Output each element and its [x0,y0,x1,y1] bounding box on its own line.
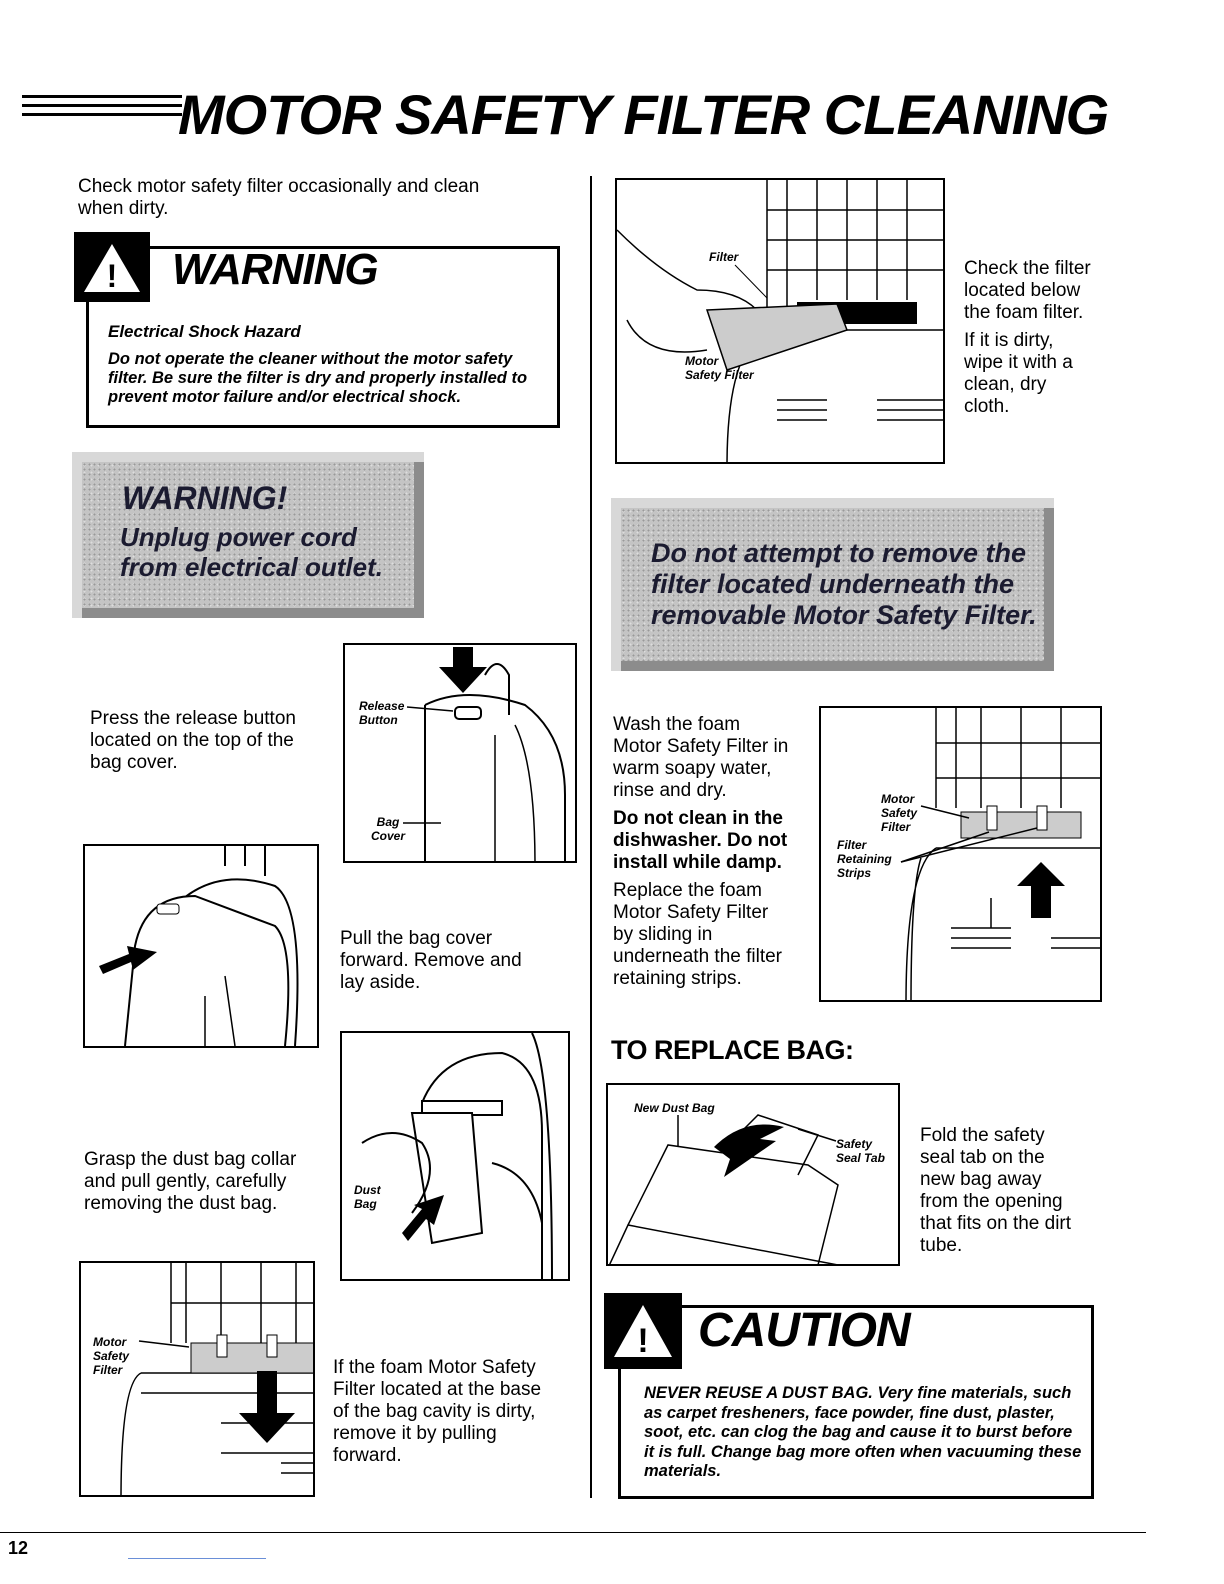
wash-line: retaining strips. [613,968,742,989]
remove-dust-bag-figure [340,1031,570,1281]
motor-safety-filter-label-3 [881,792,917,834]
step1-line: located on the top of the [90,730,294,751]
warning-heading: WARNING [172,245,378,294]
step4-line: Filter located at the base [333,1379,542,1400]
wash-line: Replace the foam [613,880,762,901]
wash-line: by sliding in [613,924,713,945]
title-rule-lines [22,95,182,131]
plaque-line: removable Motor Safety Filter. [651,600,1037,630]
label-line: Safety [881,806,918,820]
replace-bag-heading: TO REPLACE BAG: [611,1035,854,1065]
wash-bold-line: install while damp. [613,852,782,873]
step2-line: Pull the bag cover [340,928,493,949]
label-line: Strips [837,866,872,880]
filter-wipe-figure [615,178,945,464]
label-line: Safety [93,1349,130,1363]
fold-line: tube. [920,1235,963,1256]
step3-text [84,1149,296,1215]
label-line: Cover [371,829,406,843]
step4-line: If the foam Motor Safety [333,1357,536,1378]
check-line: cloth. [964,396,1010,417]
label-line: Bag [376,815,400,829]
fold-line: that fits on the dirt [920,1213,1072,1234]
motor-safety-filter-figure [79,1261,315,1497]
do-not-remove-plaque [611,498,1054,671]
label-line: Filter [93,1363,123,1377]
check-line: If it is dirty, [964,330,1054,351]
svg-text:!: ! [637,1322,649,1360]
release-button-figure [343,643,577,863]
plaque-line-3: from electrical outlet. [120,552,383,582]
do-not-remove-text [651,538,1037,631]
plaque-line-1: WARNING! [122,480,288,516]
bag-cover-label [371,815,405,843]
label-line: Filter [837,838,867,852]
wash-line: rinse and dry. [613,780,727,801]
label-line: Motor [93,1335,127,1349]
step4-line: of the bag cavity is dirty, [333,1401,536,1422]
unplug-warning-plaque [72,452,424,618]
warning-body: Do not operate the cleaner without the motor safety filter. Be sure the filter is dry and properly installed to prevent motor failure and/or electrical shock. [108,350,528,406]
new-dust-bag-label: New Dust Bag [634,1101,715,1115]
page-title: MOTOR SAFETY FILTER CLEANING [178,83,1109,146]
step1-text [90,708,296,774]
check-line: Check the filter [964,258,1091,279]
replace-filter-figure [819,706,1102,1002]
step3-line: and pull gently, carefully [84,1171,287,1192]
check-filter-text [964,258,1091,418]
plaque-line-2: Unplug power cord [120,522,357,552]
caution-body: NEVER REUSE A DUST BAG. Very fine materials, such as carpet fresheners, face powder, fine dust, plaster, soot, etc. can clog the bag and cause it to burst before it is full. Change bag more often when vacuuming these materials. [644,1384,1082,1480]
intro-text [78,176,479,220]
step4-text [333,1357,541,1467]
column-divider [590,176,592,1498]
step1-line: Press the release button [90,708,296,729]
step3-line: removing the dust bag. [84,1193,278,1214]
footer-rule [0,1532,1146,1533]
label-line: Safety Filter [685,368,754,382]
warning-icon [74,232,150,302]
wash-line: warm soapy water, [613,758,772,779]
filter-label: Filter [709,250,739,264]
label-line: Bag [354,1197,377,1211]
step1-line: bag cover. [90,752,178,773]
label-line: Seal Tab [836,1151,885,1165]
check-line: located below [964,280,1081,301]
step2-text [340,928,522,994]
label-line: Retaining [837,852,892,866]
page-number: 12 [8,1538,29,1558]
wash-line: Motor Safety Filter [613,902,769,923]
step3-line: Grasp the dust bag collar [84,1149,297,1170]
step4-line: forward. [333,1445,402,1466]
dust-bag-label [354,1183,381,1211]
check-line: wipe it with a [964,352,1073,373]
label-line: Safety [836,1137,873,1151]
fold-line: new bag away [920,1169,1042,1190]
check-line: the foam filter. [964,302,1084,323]
wash-line: Wash the foam [613,714,741,735]
warning-subheading: Electrical Shock Hazard [108,322,301,341]
safety-seal-tab-label [836,1137,885,1165]
motor-safety-filter-label [93,1335,129,1377]
check-line: clean, dry [964,374,1047,395]
wash-text [613,714,788,990]
step2-line: lay aside. [340,972,421,993]
pull-bag-cover-figure [83,844,319,1048]
caution-icon [604,1293,682,1369]
new-dust-bag-figure [606,1083,900,1266]
fold-line: seal tab on the [920,1147,1045,1168]
filter-retaining-strips-label [837,838,892,880]
wash-line: underneath the filter [613,946,783,967]
label-line: Dust [354,1183,381,1197]
footer-blue-line [128,1558,266,1559]
label-line: Button [359,713,398,727]
wash-bold-line: dishwasher. Do not [613,830,788,851]
step2-line: forward. Remove and [340,950,522,971]
plaque-line: filter located underneath the [651,569,1015,599]
step4-line: remove it by pulling [333,1423,497,1444]
intro-line-2: when dirty. [78,198,169,219]
label-line: Filter [881,820,911,834]
caution-heading: CAUTION [698,1304,910,1357]
motor-safety-filter-label-2 [685,354,754,382]
release-button-label [359,699,404,727]
intro-line-1: Check motor safety filter occasionally and clean [78,176,480,197]
label-line: Motor [881,792,915,806]
fold-tab-text [920,1125,1071,1257]
plaque-line: Do not attempt to remove the [651,538,1027,568]
wash-bold-line: Do not clean in the [613,808,783,829]
fold-line: Fold the safety [920,1125,1045,1146]
fold-line: from the opening [920,1191,1063,1212]
svg-text:!: ! [106,258,118,294]
wash-line: Motor Safety Filter in [613,736,789,757]
label-line: Release [359,699,405,713]
label-line: Motor [685,354,719,368]
